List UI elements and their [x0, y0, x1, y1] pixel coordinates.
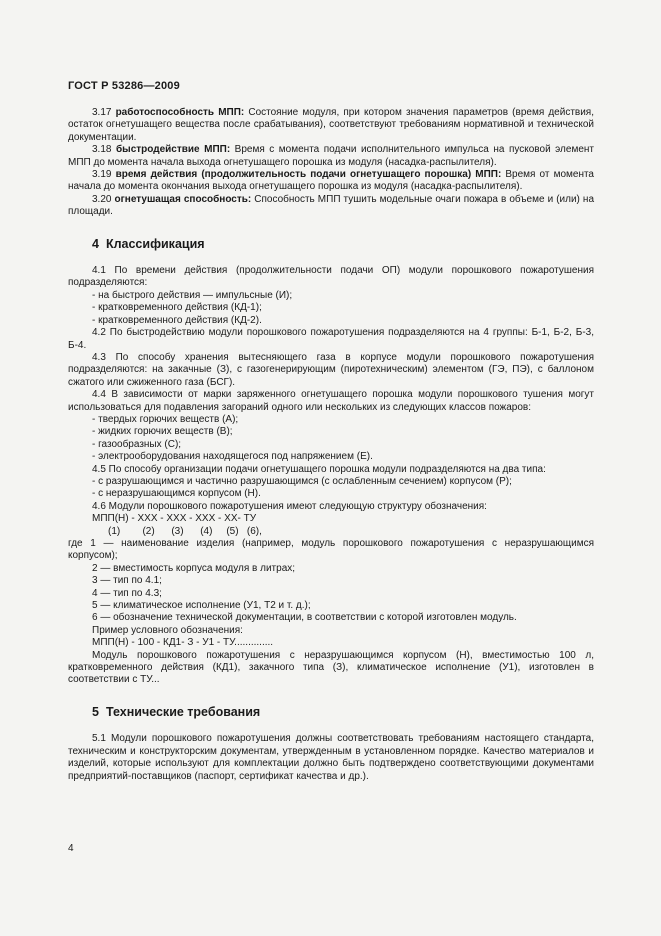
list-item: - электрооборудования находящегося под напряжением (Е). [92, 451, 373, 463]
clause-4-2: 4.2 По быстродействию модули порошкового пожаротушения подразделяются на 4 группы: Б-1, Б-2, Б-3, Б-4. [68, 327, 594, 351]
definition-3-19 [68, 169, 594, 194]
where-item-1: где 1 — наименование изделия (например, модуль порошкового пожаротушения с неразрушающимся корпусом); [68, 538, 594, 562]
clause-number: 3.18 [92, 144, 116, 156]
list-item: - с разрушающимся и частично разрушающимся (с ослабленным сечением) корпусом (Р); [92, 475, 512, 487]
clause-4-3: 4.3 По способу хранения вытесняющего газа в корпусе модули порошкового пожаротушения подразделяются: на закачные (З), с газогенерирующим (пиротехническим) элементом (ГЭ, ПЭ), с баллоном сжатого или сжиженного газа (БСГ). [68, 351, 594, 388]
where-item: 5 — климатическое исполнение (У1, Т2 и т. д.); [92, 600, 311, 612]
definition-term: время действия (продолжительность подачи огнетушащего порошка) МПП: [115, 169, 502, 181]
definition-term: быстродействие МПП: [115, 144, 231, 156]
designation-structure: МПП(Н) - ХХХ - ХХХ - ХХХ - ХХ- ТУ [92, 513, 257, 525]
list-item: - с неразрушающимся корпусом (Н). [92, 488, 261, 500]
clause-number: 3.17 [92, 107, 116, 118]
list-item: - кратковременного действия (КД-2). [92, 314, 262, 326]
section-4-heading [68, 238, 594, 250]
clause-4-6: 4.6 Модули порошкового пожаротушения имеют следующую структуру обозначения: [92, 500, 487, 512]
definition-text: Способность МПП тушить модельные очаги пожара в объеме и (или) на площади. [68, 193, 595, 218]
definition-text: Состояние модуля, при котором значения параметров (время действия, остаток огнетушащего вещества после срабатывания), соответствуют требованиям нормативной и технической документации. [68, 107, 594, 143]
document-header: ГОСТ Р 53286—2009 [68, 80, 180, 92]
page-number: 4 [68, 843, 74, 854]
where-item: 2 — вместимость корпуса модуля в литрах; [92, 562, 296, 574]
clause-5-1: 5.1 Модули порошкового пожаротушения должны соответствовать требованиям настоящего стандарта, техническим и конструкторским документам, утвержденным в установленном порядке. Качество материалов и изделий, которые используют для комплектации должно быть подтверждено соответствующими документами предприятий-поставщиков (паспорт, сертификат качества и др.). [68, 733, 594, 782]
list-item: - жидких горючих веществ (В); [92, 426, 233, 438]
example-text: Модуль порошкового пожаротушения с неразрушающимся корпусом (Н), вместимостью 100 л, кратковременного действия (КД1), закачного типа (З), климатическое исполнение (У1), изготовлен в соответствии с ТУ... [68, 649, 594, 686]
definition-text: Время от момента начала до момента окончания выхода огнетушащего порошка из модуля (насадка-распылителя). [68, 169, 594, 193]
definition-3-18 [68, 144, 594, 169]
clause-4-1: 4.1 По времени действия (продолжительности подачи ОП) модули порошкового пожаротушения подразделяются: [68, 265, 594, 289]
list-item: - твердых горючих веществ (А); [92, 413, 239, 425]
definition-3-17 [68, 107, 594, 144]
where-item: 3 — тип по 4.1; [92, 575, 162, 587]
where-item: 6 — обозначение технической документации, в соответствии с которой изготовлен модуль. [92, 612, 517, 624]
section-title: Классификация [105, 236, 205, 251]
definition-term: работоспособность МПП: [115, 107, 245, 118]
where-item: 4 — тип по 4.3; [92, 587, 162, 599]
page-content [68, 107, 594, 783]
clause-4-4: 4.4 В зависимости от марки заряженного огнетушащего порошка модули порошкового тушения могут использоваться для подавления загораний одного или нескольких из следующих классов пожаров: [68, 389, 594, 413]
list-item: - кратковременного действия (КД-1); [92, 302, 262, 314]
example-label: Пример условного обозначения: [92, 624, 243, 636]
section-number: 4 [92, 236, 99, 251]
definition-3-20 [68, 194, 594, 219]
list-item: - газообразных (С); [92, 438, 182, 450]
example-code: МПП(Н) - 100 - КД1- З - У1 - ТУ.............. [92, 637, 274, 649]
list-item: - на быстрого действия — импульсные (И); [92, 289, 293, 301]
clause-number: 3.20 [92, 193, 115, 205]
section-number: 5 [92, 704, 99, 719]
section-title: Технические требования [105, 704, 261, 719]
clause-number: 3.19 [92, 169, 116, 181]
designation-positions: (1) (2) (3) (4) (5) (6), [108, 525, 262, 537]
definition-text: Время с момента подачи исполнительного импульса на пусковой элемент МПП до момента начала выхода огнетушащего порошка из модуля (насадка-распылителя). [68, 144, 594, 168]
clause-4-5: 4.5 По способу организации подачи огнетушащего порошка модули подразделяются на два типа: [92, 463, 546, 475]
section-5-heading [68, 706, 594, 718]
definition-term: огнетушащая способность: [114, 193, 252, 205]
